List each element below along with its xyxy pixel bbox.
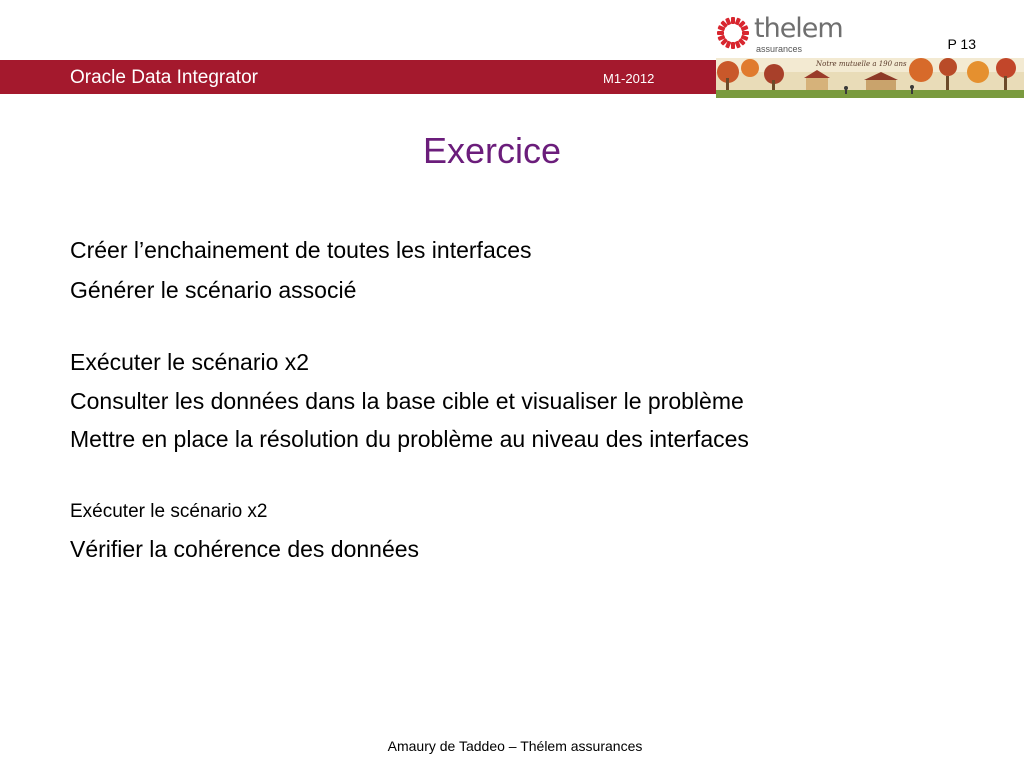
footer-author: Amaury de Taddeo – Thélem assurances <box>387 738 643 754</box>
autumn-scene-image <box>716 58 1024 98</box>
body-line: Créer l’enchainement de toutes les interfaces <box>70 237 532 263</box>
sun-logo-icon <box>716 16 750 50</box>
thelem-logo <box>716 13 843 54</box>
body-line: Consulter les données dans la base cible et visualiser le problème <box>70 388 744 414</box>
body-line: Exécuter le scénario x2 <box>70 501 268 522</box>
page-number: P 13 <box>947 36 976 52</box>
body-line: Vérifier la cohérence des données <box>70 536 420 562</box>
logo-wordmark: thelem <box>754 13 843 44</box>
body-line: Mettre en place la résolution du problème au niveau des interfaces <box>70 426 749 452</box>
presentation-code: M1-2012 <box>603 71 655 86</box>
body-line: Générer le scénario associé <box>70 277 357 303</box>
logo-subtitle: assurances <box>756 44 803 54</box>
slide-title: Exercice <box>422 130 562 171</box>
banner-caption: Notre mutuelle a 190 ans <box>816 60 907 68</box>
illustration-banner <box>716 58 1024 98</box>
body-line: Exécuter le scénario x2 <box>70 349 310 375</box>
presentation-title: Oracle Data Integrator <box>70 67 258 88</box>
